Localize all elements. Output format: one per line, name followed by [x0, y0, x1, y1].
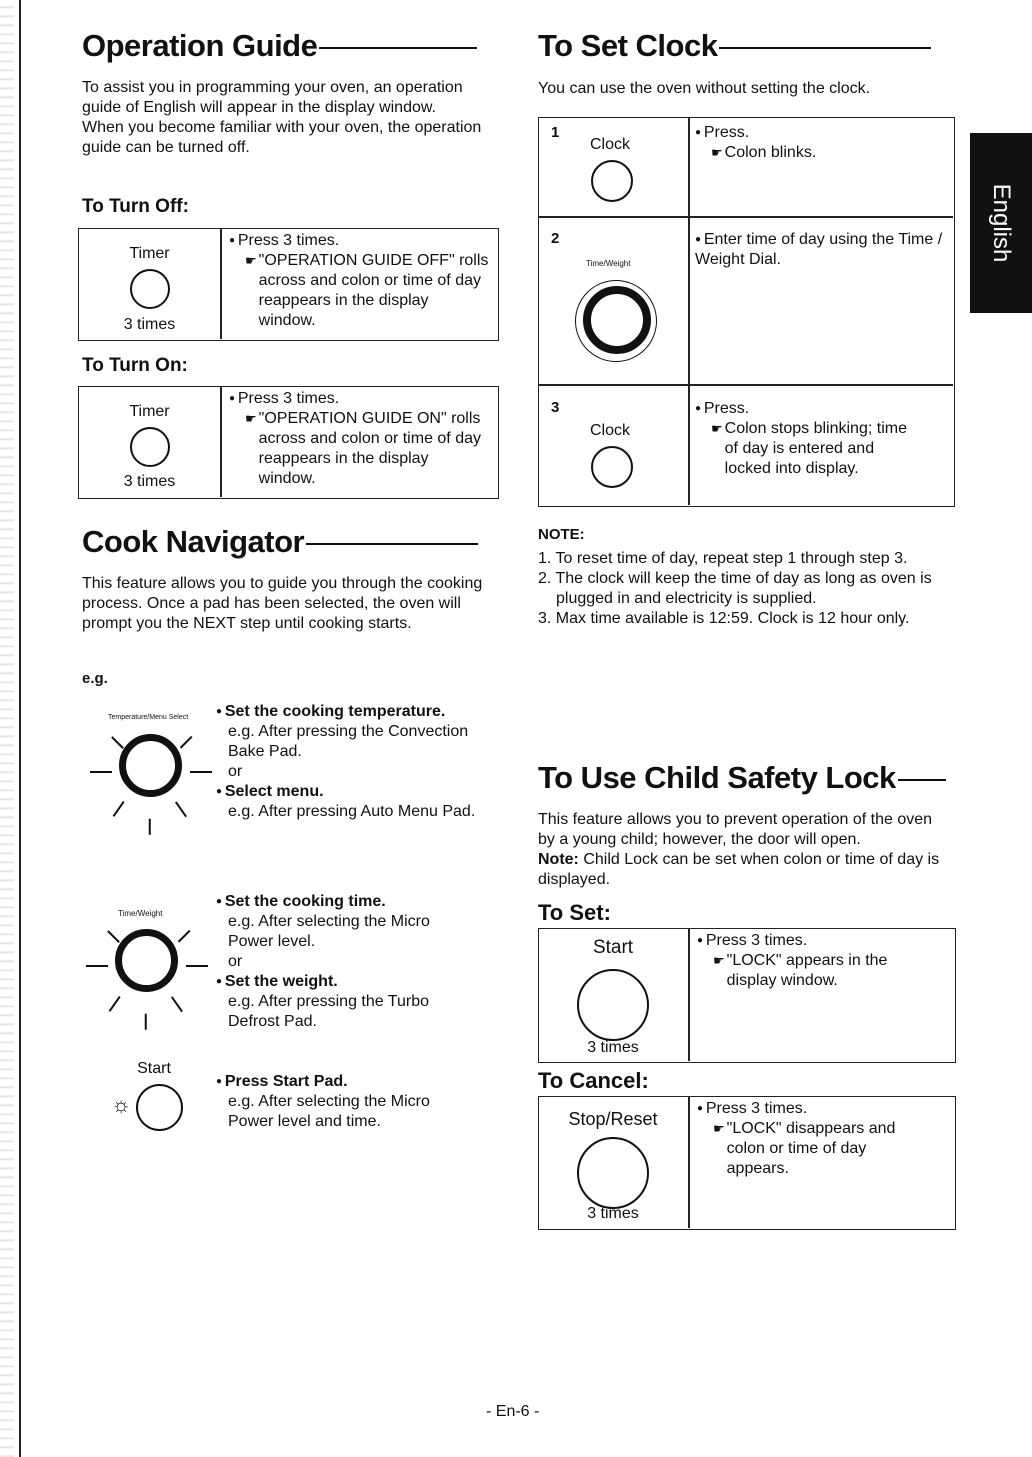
start-pad-icon	[136, 1084, 183, 1131]
operation-guide-intro	[82, 78, 502, 158]
child-lock-set-table	[538, 928, 956, 1063]
timer-pad-icon	[130, 269, 170, 309]
pointing-hand-icon: ☛	[245, 411, 257, 426]
time-weight-dial-label: Time/Weight	[586, 259, 631, 268]
temperature-menu-dial-label: Temperature/Menu Select	[108, 714, 189, 721]
timer-pad-icon	[130, 427, 170, 467]
stop-reset-pad-label: Stop/Reset	[568, 1109, 658, 1129]
turn-off-heading: To Turn Off:	[82, 196, 189, 217]
clock-pad-label: Clock	[589, 136, 630, 153]
child-lock-cancel-table	[538, 1096, 956, 1230]
stop-reset-pad-icon	[577, 1137, 649, 1209]
pointing-hand-icon: ☛	[713, 1121, 725, 1136]
navigator-item-2: ● Set the cooking time. e.g. After selecting the Micro Power level. or ● Set the weight. e.g. After pressing the Turbo Defrost Pad.	[216, 892, 506, 1032]
clock-pad-icon	[591, 160, 633, 202]
step-number: 3	[551, 399, 560, 416]
clock-pad-label: Clock	[589, 422, 630, 439]
step-3-instructions: ● Press. ☛ Colon stops blinking; time of day is entered and locked into display.	[695, 399, 945, 479]
time-weight-dial-label: Time/Weight	[118, 909, 163, 918]
cook-navigator-title: Cook Navigator	[82, 524, 478, 560]
time-weight-dial-icon	[583, 286, 651, 354]
turn-on-heading: To Turn On:	[82, 355, 188, 376]
turn-on-instructions	[229, 389, 489, 489]
scan-edge	[0, 0, 14, 1457]
step-number: 1	[551, 124, 560, 141]
step-2-instructions: ● Enter time of day using the Time / Weight Dial.	[695, 230, 945, 270]
navigator-item-1: ● Set the cooking temperature. e.g. After pressing the Convection Bake Pad. or ● Select menu. e.g. After pressing Auto Menu Pad.	[216, 702, 506, 822]
operation-guide-intro-2: When you become familiar with your oven, the operation guide can be turned off.	[82, 119, 482, 156]
set-clock-intro: You can use the oven without setting the clock.	[538, 80, 871, 97]
child-lock-intro: This feature allows you to prevent operation of the oven by a young child; however, the door will open. Note: Child Lock can be set when colon or time of day is displayed.	[538, 811, 940, 888]
note-heading: NOTE:	[538, 526, 585, 543]
child-lock-title: To Use Child Safety Lock	[538, 760, 946, 796]
cook-navigator-intro: This feature allows you to guide you through the cooking process. Once a pad has been selected, the oven will prompt you the NEXT step until cooking starts.	[82, 575, 483, 632]
child-lock-set-instructions: ● Press 3 times. ☛ "LOCK" appears in the display window.	[697, 931, 947, 991]
language-tab	[970, 133, 1032, 313]
clock-pad-icon	[591, 446, 633, 488]
child-lock-cancel-heading: To Cancel:	[538, 1068, 649, 1093]
child-lock-cancel-instructions: ● Press 3 times. ☛ "LOCK" disappears and colon or time of day appears.	[697, 1099, 947, 1179]
start-pad-label: Start	[137, 1060, 171, 1077]
pointing-hand-icon: ☛	[711, 421, 723, 436]
step-number: 2	[551, 230, 560, 247]
set-clock-title: To Set Clock	[538, 28, 931, 64]
turn-on-table	[78, 386, 499, 499]
pointing-hand-icon: ☛	[245, 253, 257, 268]
note-item: 2. The clock will keep the time of day as long as oven is plugged in and electricity is supplied.	[538, 570, 932, 607]
sparkle-icon: ☼	[111, 1092, 132, 1117]
time-weight-dial-icon	[115, 929, 178, 992]
note-item: 3. Max time available is 12:59. Clock is 12 hour only.	[538, 610, 910, 627]
pointing-hand-icon: ☛	[713, 953, 725, 968]
timer-pad-label: Timer	[129, 245, 170, 262]
start-pad-label: Start	[592, 937, 634, 958]
navigator-item-3: ● Press Start Pad. e.g. After selecting the Micro Power level and time.	[216, 1072, 506, 1132]
turn-off-step: ● Press 3 times.	[229, 231, 489, 251]
press-count: 3 times	[587, 1039, 639, 1056]
operation-guide-intro-1: To assist you in programming your oven, an operation guide of English will appear in the display window.	[82, 79, 463, 116]
press-count: 3 times	[123, 316, 176, 333]
page-number: - En-6 -	[486, 1403, 540, 1420]
turn-off-table	[78, 228, 499, 341]
language-tab-label: English	[988, 183, 1015, 263]
turn-on-result: "OPERATION GUIDE ON" rolls across and colon or time of day reappears in the display window.	[258, 410, 481, 487]
clock-notes	[538, 549, 960, 629]
start-pad-icon	[577, 969, 649, 1041]
set-clock-table	[538, 117, 955, 507]
turn-off-instructions	[229, 231, 489, 331]
note-item: 1. To reset time of day, repeat step 1 through step 3.	[538, 550, 908, 567]
eg-label: e.g.	[82, 670, 108, 687]
press-count: 3 times	[123, 473, 176, 490]
scan-margin-line	[19, 0, 21, 1457]
child-lock-set-heading: To Set:	[538, 900, 611, 925]
turn-off-result: "OPERATION GUIDE OFF" rolls across and colon or time of day reappears in the display window.	[258, 252, 489, 329]
press-count: 3 times	[587, 1205, 639, 1222]
timer-pad-label: Timer	[129, 403, 170, 420]
step-1-instructions: ● Press. ☛ Colon blinks.	[695, 123, 945, 163]
operation-guide-title: Operation Guide	[82, 28, 477, 64]
turn-on-step: ● Press 3 times.	[229, 389, 489, 409]
temperature-menu-dial-icon	[119, 734, 182, 797]
pointing-hand-icon: ☛	[711, 145, 723, 160]
